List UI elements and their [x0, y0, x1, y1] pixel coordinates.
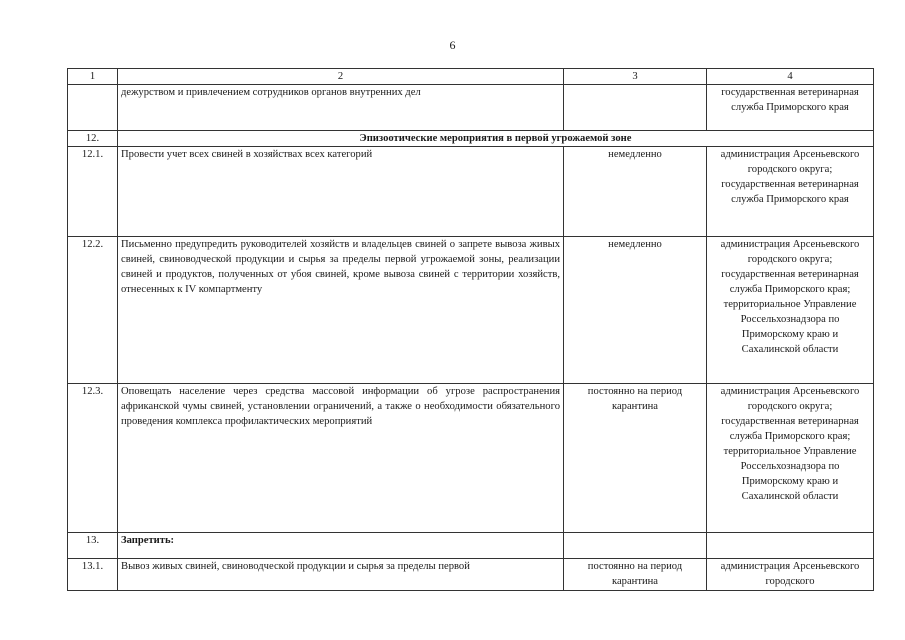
page-number: 6 [449, 38, 456, 52]
table-row [68, 559, 874, 591]
row-action: Провести учет всех свиней в хозяйствах всех категорий [118, 147, 564, 237]
row-responsible [707, 533, 874, 559]
row-number [68, 85, 118, 131]
row-number: 12.1. [68, 147, 118, 237]
section-row [68, 131, 874, 147]
table-row [68, 147, 874, 237]
row-responsible: администрация Арсеньевского городского округа; государственная ветеринарная служба Приморского края; территориальное Управление Россельхознадзора по Приморскому краю и Сахалинской области [707, 237, 874, 384]
row-number: 12.2. [68, 237, 118, 384]
row-term: постоянно на период карантина [564, 384, 707, 533]
measures-table [67, 68, 874, 591]
row-responsible: государственная ветеринарная служба Приморского края [707, 85, 874, 131]
row-term [564, 85, 707, 131]
row-term: немедленно [564, 147, 707, 237]
row-responsible: администрация Арсеньевского городского округа; государственная ветеринарная служба Приморского края [707, 147, 874, 237]
row-action: Письменно предупредить руководителей хозяйств и владельцев свиней о запрете вывоза живых свиней, свиноводческой продукции и сырья за пределы первой угрожаемой зоны, реализации свиней и продуктов, полученных от убоя свиней, кроме вывоза свиней с территории хозяйств, отнесенных к IV компартменту [118, 237, 564, 384]
row-responsible: администрация Арсеньевского городского [707, 559, 874, 591]
table-row [68, 85, 874, 131]
row-action: Вывоз живых свиней, свиноводческой продукции и сырья за пределы первой [118, 559, 564, 591]
table-row [68, 533, 874, 559]
row-term: немедленно [564, 237, 707, 384]
row-action: Запретить: [118, 533, 564, 559]
table-row [68, 384, 874, 533]
header-cell: 3 [564, 69, 707, 85]
row-number: 13. [68, 533, 118, 559]
row-responsible: администрация Арсеньевского городского округа; государственная ветеринарная служба Приморского края; территориальное Управление Россельхознадзора по Приморскому краю и Сахалинской области [707, 384, 874, 533]
row-action: дежурством и привлечением сотрудников органов внутренних дел [118, 85, 564, 131]
header-cell: 1 [68, 69, 118, 85]
header-cell: 2 [118, 69, 564, 85]
row-number: 12.3. [68, 384, 118, 533]
table-header-row [68, 69, 874, 85]
row-number: 12. [68, 131, 118, 147]
section-title: Эпизоотические мероприятия в первой угрожаемой зоне [118, 131, 874, 147]
header-cell: 4 [707, 69, 874, 85]
row-number: 13.1. [68, 559, 118, 591]
table-row [68, 237, 874, 384]
row-term: постоянно на период карантина [564, 559, 707, 591]
row-term [564, 533, 707, 559]
row-action: Оповещать население через средства массовой информации об угрозе распространения африканской чумы свиней, установлении ограничений, а также о необходимости обязательного проведения комплекса профилактических мероприятий [118, 384, 564, 533]
